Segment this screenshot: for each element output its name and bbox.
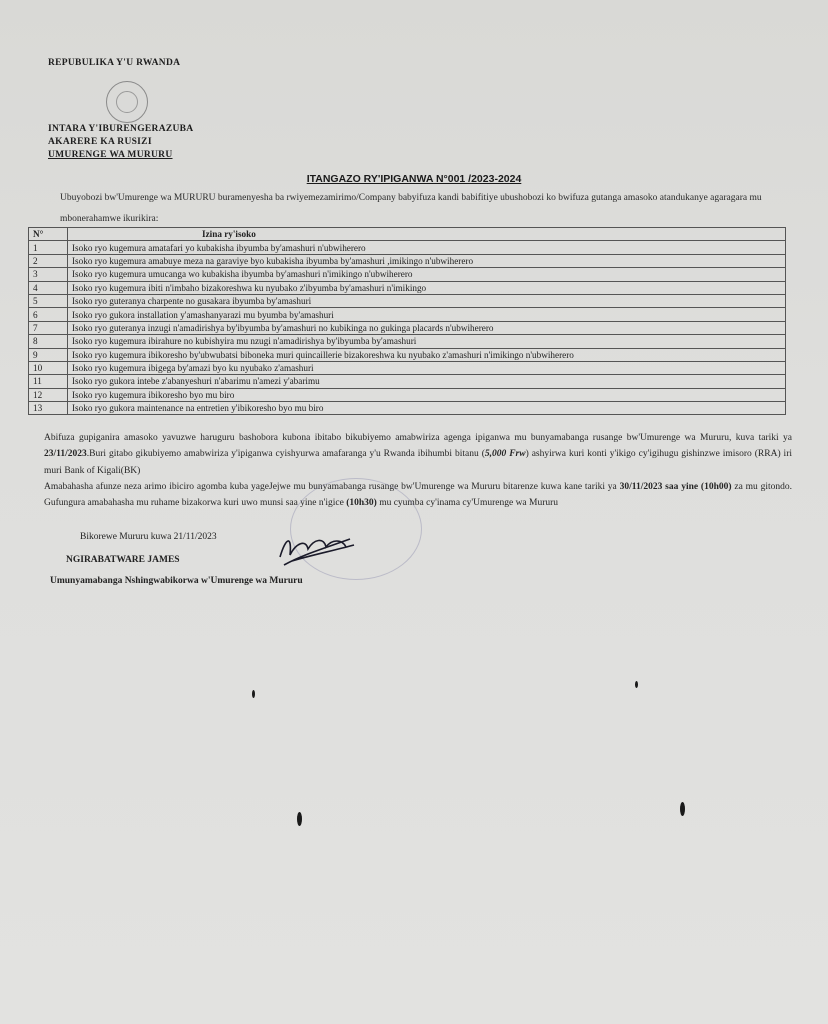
table-row xyxy=(29,348,786,361)
table-row xyxy=(29,375,786,388)
signer-title: Umunyamabanga Nshingwabikorwa w'Umurenge wa Mururu xyxy=(50,576,303,586)
signer-name: NGIRABATWARE JAMES xyxy=(66,555,180,565)
paper-speck xyxy=(297,812,302,826)
paper-speck xyxy=(635,681,638,688)
table-row xyxy=(29,294,786,307)
row-number: 7 xyxy=(29,321,68,334)
instructions-text xyxy=(44,430,792,511)
row-number: 2 xyxy=(29,254,68,267)
table-row xyxy=(29,402,786,415)
column-header-name: Izina ry'isoko xyxy=(68,228,786,241)
row-number: 1 xyxy=(29,241,68,254)
tender-name: Isoko ryo gukora intebe z'abanyeshuri n'abarimu n'amezi y'abarimu xyxy=(68,375,786,388)
place-date: Bikorewe Mururu kuwa 21/11/2023 xyxy=(80,532,217,542)
purchase-paragraph: Abifuza gupiganira amasoko yavuzwe haruguru bashobora kubona ibitabo bikubiyemo amabwiriza agenga ipiganwa mu bunyamabanga rusange bw'Umurenge wa Mururu, kuva tariki ya 23/11/2023.Buri gitabo gikubiyemo amabwiriza y'ipiganwa cyishyurwa amafaranga y'u Rwanda ibihumbi bitanu (5,000 Frw) ashyirwa kuri konti y'ikigo cy'igihugu gishinzwe imisoro (RRA) iri muri Bank of Kigali(BK) xyxy=(44,433,793,476)
row-number: 10 xyxy=(29,361,68,374)
tender-name: Isoko ryo gukora installation y'amashanyarazi mu byumba by'amashuri xyxy=(68,308,786,321)
district-header: AKARERE KA RUSIZI xyxy=(48,137,152,147)
notice-title: ITANGAZO RY'IPIGANWA N°001 /2023-2024 xyxy=(306,173,522,185)
table-row xyxy=(29,281,786,294)
tender-name: Isoko ryo kugemura umucanga wo kubakisha ibyumba by'amashuri n'imikingo n'ubwiherero xyxy=(68,268,786,281)
tender-name: Isoko ryo guteranya charpente no gusakara ibyumba by'amashuri xyxy=(68,294,786,307)
signature xyxy=(262,525,362,575)
row-number: 5 xyxy=(29,294,68,307)
paper-speck xyxy=(252,690,255,698)
row-number: 4 xyxy=(29,281,68,294)
country-header: REPUBULIKA Y'U RWANDA xyxy=(48,58,181,68)
sector-header: UMURENGE WA MURURU xyxy=(48,150,173,160)
row-number: 11 xyxy=(29,375,68,388)
tender-name: Isoko ryo kugemura amatafari yo kubakisha ibyumba by'amashuri n'ubwiherero xyxy=(68,241,786,254)
row-number: 6 xyxy=(29,308,68,321)
tender-name: Isoko ryo kugemura ibigega by'amazi byo ku nyubako z'amashuri xyxy=(68,361,786,374)
row-number: 9 xyxy=(29,348,68,361)
table-row xyxy=(29,268,786,281)
table-header-row xyxy=(29,228,786,241)
tender-name: Isoko ryo kugemura ibiti n'imbaho bizakoreshwa ku nyubako z'ibyumba by'amashuri n'imikingo xyxy=(68,281,786,294)
submission-paragraph: Amabahasha afunze neza arimo ibiciro agomba kuba yageJejwe mu bunyamabanga rusange bw'Umurenge wa Mururu bitarenze kuwa kane tariki ya 30/11/2023 saa yine (10h00) za mu gitondo. Gufungura amabahasha mu ruhame bizakorwa kuri uwo munsi saa yine n'igice (10h30) mu cyumba cy'inama cy'Umurenge wa Mururu xyxy=(44,481,792,509)
tender-table xyxy=(28,227,786,415)
table-row xyxy=(29,335,786,348)
tender-name: Isoko ryo kugemura amabuye meza na garaviye byo kubakisha ibyumba by'amashuri ,imikingo n'ubwiherero xyxy=(68,254,786,267)
table-row xyxy=(29,254,786,267)
row-number: 12 xyxy=(29,388,68,401)
province-header: INTARA Y'IBURENGERAZUBA xyxy=(48,124,194,134)
column-header-number: N° xyxy=(29,228,68,241)
row-number: 8 xyxy=(29,335,68,348)
tender-name: Isoko ryo guteranya inzugi n'amadirishya by'ibyumba by'amashuri no kubikinga no gukinga placards n'ubwiherero xyxy=(68,321,786,334)
table-row xyxy=(29,321,786,334)
table-row xyxy=(29,241,786,254)
intro-paragraph: Ubuyobozi bw'Umurenge wa MURURU buramenyesha ba rwiyemezamirimo/Company babyifuza kandi babifitiye ubushobozi ko bwifuza gutanga amasoko atandukanye agaragara mu mbonerahamwe ikurikira: xyxy=(60,193,762,224)
tender-name: Isoko ryo kugemura ibikoresho byo mu biro xyxy=(68,388,786,401)
tender-name: Isoko ryo kugemura ibirahure no kubishyira mu nzugi n'amadirishya by'ibyumba by'amashuri xyxy=(68,335,786,348)
tender-name: Isoko ryo kugemura ibikoresho by'ubwubatsi biboneka muri quincaillerie bizakoreshwa ku nyubako z'amashuri n'imikingo n'ubwiherero xyxy=(68,348,786,361)
table-row xyxy=(29,388,786,401)
coat-of-arms-seal-icon xyxy=(106,81,148,123)
paper-speck xyxy=(680,802,685,816)
row-number: 3 xyxy=(29,268,68,281)
table-row xyxy=(29,308,786,321)
table-row xyxy=(29,361,786,374)
row-number: 13 xyxy=(29,402,68,415)
tender-name: Isoko ryo gukora maintenance na entretien y'ibikoresho byo mu biro xyxy=(68,402,786,415)
